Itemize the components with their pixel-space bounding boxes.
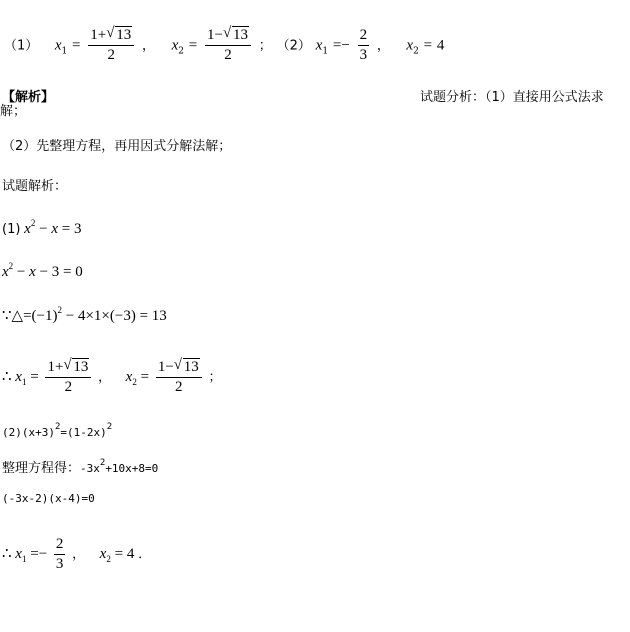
p1-result-line xyxy=(2,357,222,395)
p1-equation-1 xyxy=(2,219,81,237)
var-x: x xyxy=(54,37,62,54)
numerator-text: 1+ xyxy=(90,27,107,43)
separator: ， xyxy=(72,546,86,562)
minus: − xyxy=(38,545,48,562)
radicand: 13 xyxy=(73,359,89,375)
analysis-summary: 试题分析：（1）直接用公式法求 xyxy=(420,90,604,105)
equals: = xyxy=(61,221,71,237)
var-x: x xyxy=(2,264,9,280)
equals: = xyxy=(30,545,39,562)
numerator: 2 xyxy=(358,28,370,46)
sqrt: √ 13 xyxy=(173,357,199,375)
numerator-text: 1− xyxy=(157,359,174,375)
separator: ； xyxy=(258,38,272,54)
radicand: 13 xyxy=(183,359,199,375)
var-x: x xyxy=(51,221,58,237)
rearranged-b: +10x+8=0 xyxy=(105,462,159,475)
sqrt: √ 13 xyxy=(223,25,249,43)
minus: − xyxy=(341,37,350,54)
numerator-text: 1+ xyxy=(47,359,64,375)
var-x: x xyxy=(315,37,323,54)
subscript: 1 xyxy=(21,553,27,564)
sqrt: √ 13 xyxy=(63,357,89,375)
rhs: 3 xyxy=(73,221,82,237)
exponent: 2 xyxy=(30,218,36,228)
rearranged-label: 整理方程得： xyxy=(2,461,81,476)
exponent: 2 xyxy=(8,261,14,271)
p2-eq-right: =(1-2x) xyxy=(60,426,107,439)
value: 4 xyxy=(436,37,445,54)
rhs: 0 xyxy=(75,264,83,280)
p2-factored: (-3x-2)(x-4)=0 xyxy=(2,492,95,505)
fraction-x2 xyxy=(205,25,251,63)
part-label: (1) xyxy=(2,222,21,237)
constant: 3 xyxy=(51,264,60,280)
period: ． xyxy=(138,546,152,562)
sqrt: √ 13 xyxy=(106,25,132,43)
subscript: 1 xyxy=(61,46,68,57)
var-x: x xyxy=(99,545,107,562)
subscript: 2 xyxy=(106,553,111,564)
therefore-symbol: ∴ xyxy=(2,368,12,385)
var-x: x xyxy=(29,264,36,280)
radicand: 13 xyxy=(233,27,249,43)
answer-label-1: （1） xyxy=(4,38,39,54)
fraction-x1 xyxy=(45,357,91,395)
var-x: x xyxy=(171,37,179,54)
separator: ， xyxy=(98,369,112,385)
subscript: 2 xyxy=(413,46,419,57)
subscript: 2 xyxy=(132,376,137,387)
denominator: 2 xyxy=(64,379,73,395)
denominator: 3 xyxy=(55,556,64,572)
exponent: 2 xyxy=(54,422,61,432)
equals: = xyxy=(188,37,198,54)
p2-equation xyxy=(2,423,112,438)
minus: − xyxy=(16,264,26,280)
analysis-heading: 【解析】 xyxy=(2,90,55,105)
var-x: x xyxy=(406,37,414,54)
fraction-x2 xyxy=(156,357,202,395)
subscript: 1 xyxy=(21,376,27,387)
exponent: 2 xyxy=(57,305,62,315)
equals: = xyxy=(332,37,342,54)
fraction-p2-x1 xyxy=(358,28,370,63)
minus: − xyxy=(39,264,49,280)
separator: ； xyxy=(208,369,222,385)
fraction-p2-x1 xyxy=(54,537,66,572)
answer-label-2: （2） xyxy=(276,38,311,54)
exponent: 2 xyxy=(106,422,113,432)
equals: = xyxy=(114,545,124,562)
p2-result-line xyxy=(2,537,151,572)
denominator: 2 xyxy=(224,47,232,63)
var-x: x xyxy=(15,368,22,385)
numerator-text: 1− xyxy=(207,27,224,43)
equals: = xyxy=(63,264,72,280)
radicand: 13 xyxy=(116,27,132,43)
separator: ， xyxy=(376,38,390,54)
p1-equation-2 xyxy=(2,262,83,280)
value: 4 xyxy=(126,545,135,562)
equals: = xyxy=(423,37,433,54)
subscript: 1 xyxy=(322,46,329,57)
equals: = xyxy=(30,368,39,385)
answer-line xyxy=(4,25,445,63)
separator: ， xyxy=(142,38,156,54)
solution-heading: 试题解析： xyxy=(2,179,68,194)
p2-eq-left: (2)(x+3) xyxy=(2,426,55,439)
equals: = xyxy=(72,37,81,54)
var-x: x xyxy=(24,221,31,237)
analysis-summary-cont: 解； xyxy=(0,104,27,119)
discriminant-text: ∵△=(−1) xyxy=(2,308,58,324)
var-x: x xyxy=(125,368,133,385)
discriminant-rest: − 4×1×(−3) = 13 xyxy=(62,308,167,324)
exponent: 2 xyxy=(99,458,106,468)
subscript: 2 xyxy=(178,46,185,57)
rearranged-a: -3x xyxy=(80,462,100,475)
var-x: x xyxy=(15,545,22,562)
therefore-symbol: ∴ xyxy=(2,545,12,562)
discriminant-line xyxy=(2,306,167,324)
denominator: 3 xyxy=(359,47,368,63)
minus: − xyxy=(39,221,48,237)
p2-rearranged xyxy=(2,459,158,475)
denominator: 2 xyxy=(175,379,183,395)
denominator: 2 xyxy=(107,47,116,63)
fraction-x1 xyxy=(88,25,134,63)
part2-plan: （2）先整理方程，再用因式分解法解； xyxy=(2,139,232,154)
equals: = xyxy=(140,368,150,385)
numerator: 2 xyxy=(54,537,66,555)
